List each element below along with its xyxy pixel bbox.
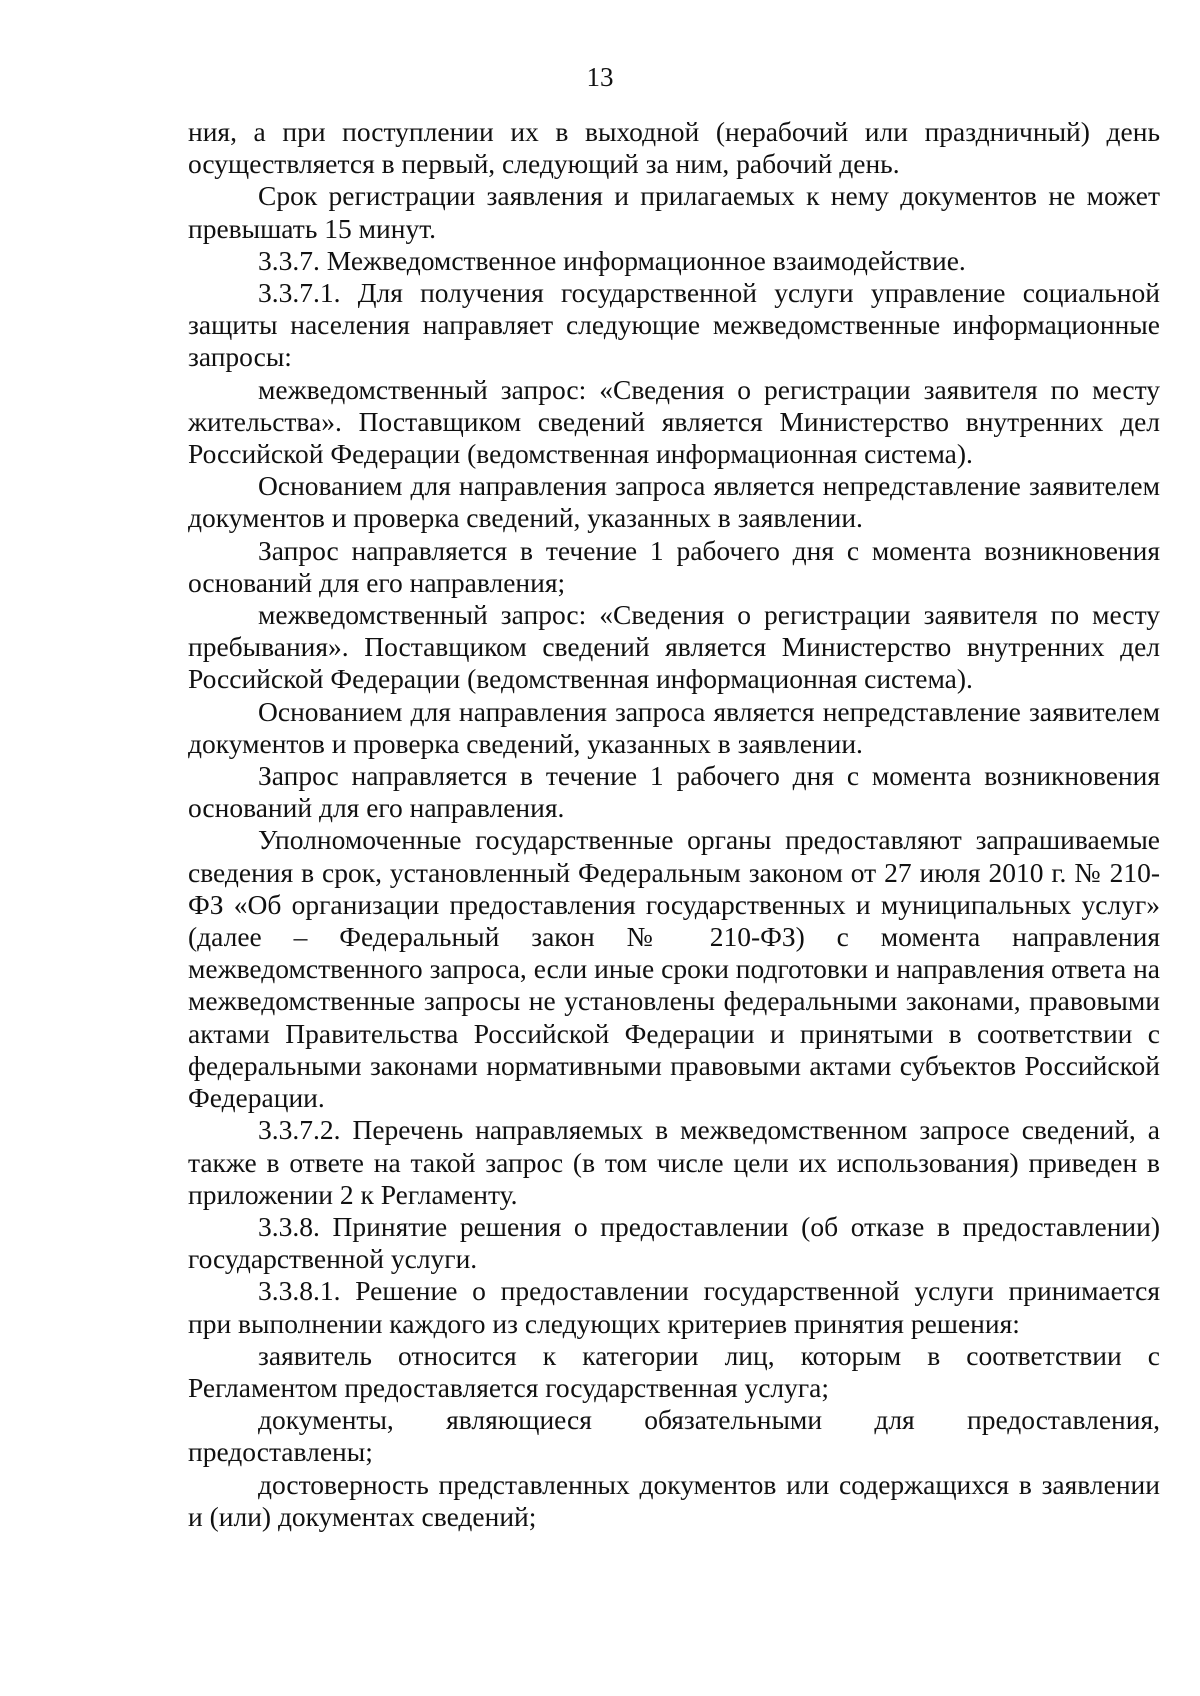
paragraph-request-stay: межведомственный запрос: «Сведения о регистрации заявителя по месту пребывания». Поставщиком сведений является Министерство внутренних дел Российской Федерации (ведомственная информационная система). <box>188 599 1160 695</box>
paragraph-registration-term: Срок регистрации заявления и прилагаемых к нему документов не может превышать 15 минут. <box>188 180 1160 244</box>
paragraph-request-basis: Основанием для направления запроса является непредставление заявителем документов и проверка сведений, указанных в заявлении. <box>188 695 1160 759</box>
paragraph-request-deadline: Запрос направляется в течение 1 рабочего дня с момента возникновения оснований для его направления; <box>188 534 1160 598</box>
paragraph-section-3-3-7: 3.3.7. Межведомственное информационное взаимодействие. <box>258 244 966 276</box>
paragraph-authorities-response: Уполномоченные государственные органы предоставляют запрашиваемые сведения в срок, установленный Федеральным законом от 27 июля 2010 г. № 210-ФЗ «Об организации предоставления государственных и муниципальных услуг» (далее – Федеральный закон № 210-ФЗ) с момента направления межведомственного запроса, если иные сроки подготовки и направления ответа на межведомственные запросы не установлены федеральными законами, правовыми актами Правительства Российской Федерации и принятыми в соответствии с федеральными законами нормативными правовыми актами субъектов Российской Федерации. <box>188 824 1160 1114</box>
paragraph-section-3-3-8-1: 3.3.8.1. Решение о предоставлении государственной услуги принимается при выполнении каждого из следующих критериев принятия решения: <box>188 1275 1160 1339</box>
paragraph-section-3-3-7-2: 3.3.7.2. Перечень направляемых в межведомственном запросе сведений, а также в ответе на такой запрос (в том числе цели их использования) приведен в приложении 2 к Регламенту. <box>188 1114 1160 1210</box>
paragraph-continuation: ния, а при поступлении их в выходной (нерабочий или праздничный) день осуществляется в первый, следующий за ним, рабочий день. <box>188 116 1160 180</box>
paragraph-criterion-category: заявитель относится к категории лиц, которым в соответствии с Регламентом предоставляется государственная услуга; <box>188 1339 1160 1403</box>
page-number: 13 <box>586 62 614 92</box>
paragraph-criterion-reliability: достоверность представленных документов или содержащихся в заявлении и (или) документах сведений; <box>188 1468 1160 1532</box>
paragraph-section-3-3-7-1: 3.3.7.1. Для получения государственной услуги управление социальной защиты населения направляет следующие межведомственные информационные запросы: <box>188 277 1160 373</box>
paragraph-request-deadline: Запрос направляется в течение 1 рабочего дня с момента возникновения оснований для его направления. <box>188 760 1160 824</box>
paragraph-request-basis: Основанием для направления запроса является непредставление заявителем документов и проверка сведений, указанных в заявлении. <box>188 470 1160 534</box>
paragraph-section-3-3-8: 3.3.8. Принятие решения о предоставлении (об отказе в предоставлении) государственной услуги. <box>188 1210 1160 1275</box>
paragraph-criterion-documents: документы, являющиеся обязательными для предоставления, предоставлены; <box>188 1404 1160 1468</box>
paragraph-request-residence: межведомственный запрос: «Сведения о регистрации заявителя по месту жительства». Поставщиком сведений является Министерство внутренних дел Российской Федерации (ведомственная информационная система). <box>188 373 1160 470</box>
document-body <box>188 116 1160 1533</box>
